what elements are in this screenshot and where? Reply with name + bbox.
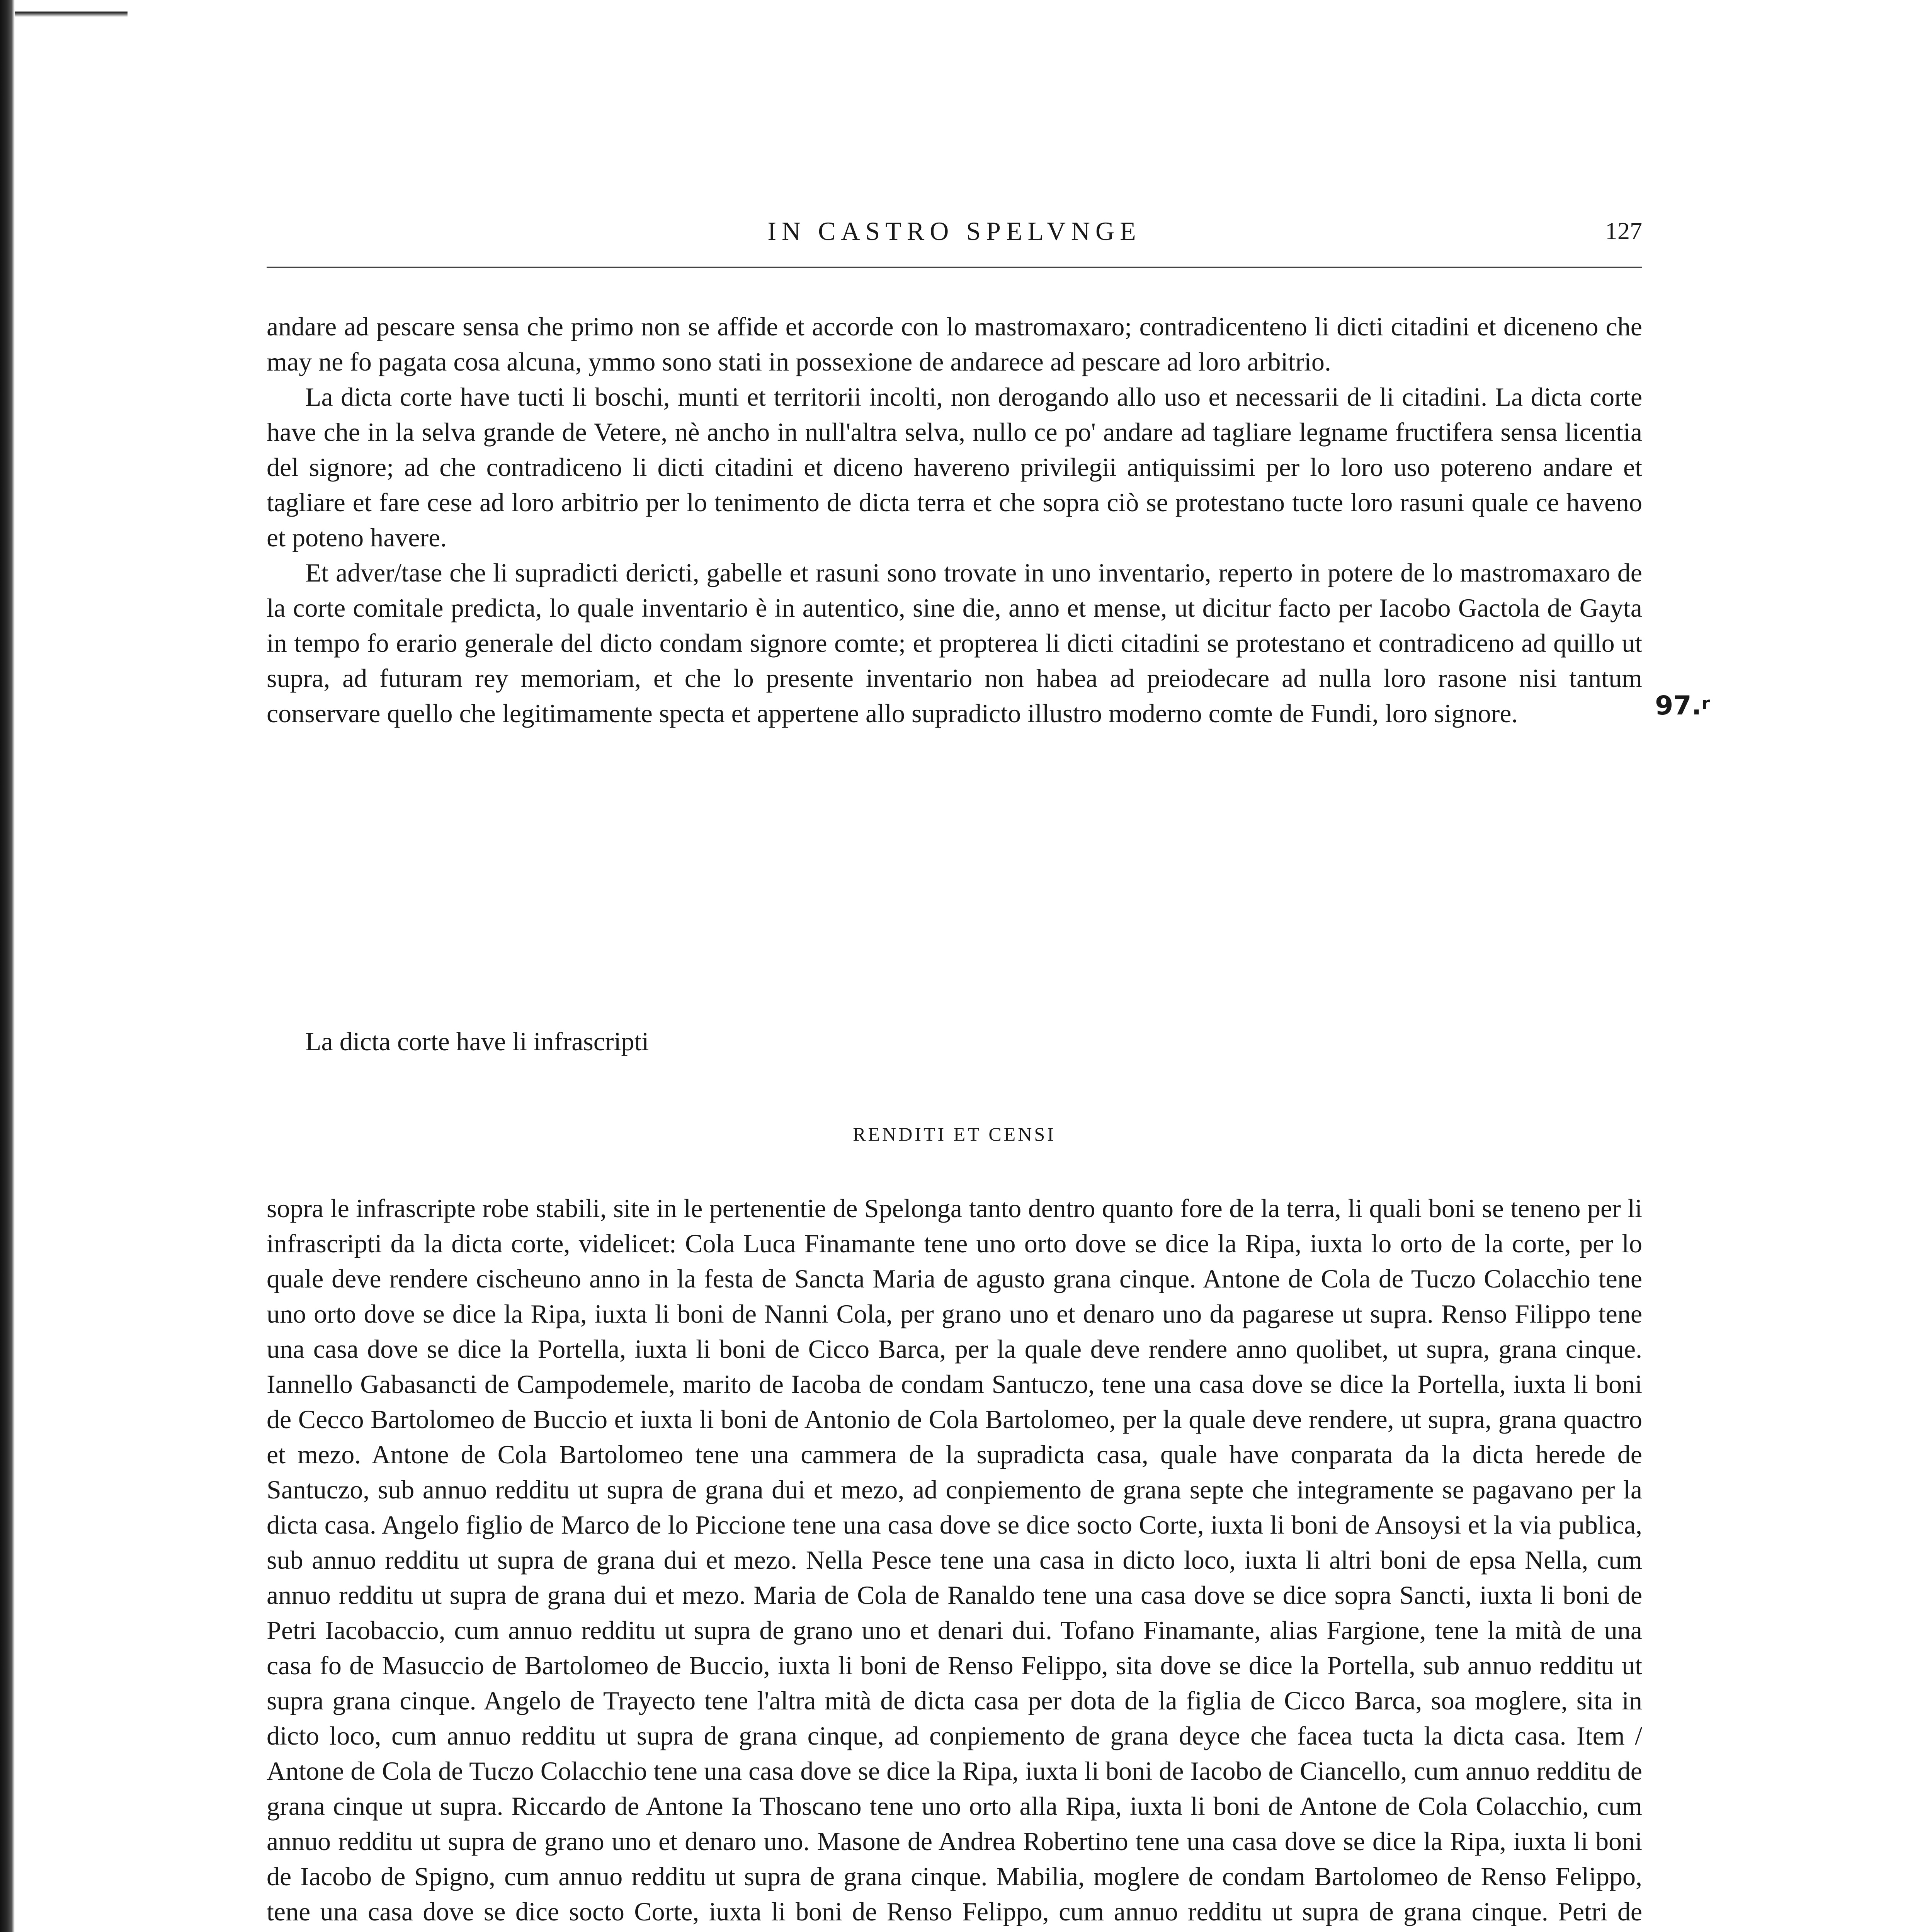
running-title: IN CASTRO SPELVNGE (767, 216, 1141, 246)
text-block-1 (267, 309, 1642, 731)
folio-marker-97r (1655, 686, 1710, 723)
text-block-2 (267, 1191, 1642, 1932)
folio-side: r (1701, 694, 1710, 713)
running-header (267, 212, 1642, 254)
paragraph-3: Et adver/tase che li supradicti dericti, gabelle et rasuni sono trovate in uno inventario, reperto in potere de lo mastromaxaro de la corte comitale predicta, lo quale inventario è in autentico, sine die, anno et mense, ut dicitur facto per Iacobo Gactola de Gayta in tempo fo erario generale del dicto condam signore comte; et propterea li dicti citadini se protestano et contradiceno ad quillo ut supra, ad futuram rey memoriam, et che lo presente inventario non habea ad preiodecare ad nulla loro rasone nisi tantum conservare quello che legitimamente specta et appertene allo supradicto illustro moderno comte de Fundi, loro signore. (267, 558, 1642, 728)
page-binding-edge (0, 0, 15, 1932)
paragraph-1: andare ad pescare sensa che primo non se affide et accorde con lo mastromaxaro; contradicenteno li dicti citadini et diceneno che may ne fo pagata cosa alcuna, ymmo sono stati in possexione de andarece ad pescare ad loro arbitrio. (267, 312, 1642, 376)
header-rule (267, 267, 1642, 268)
intro-line: La dicta corte have li infrascripti (305, 1027, 649, 1056)
section-heading: RENDITI ET CENSI (853, 1123, 1056, 1145)
page-number: 127 (1605, 217, 1642, 245)
page-edge-top (0, 0, 128, 23)
folio-number: 97. (1655, 690, 1702, 721)
paragraph-4: sopra le infrascripte robe stabili, site in le pertenentie de Spelonga tanto dentro quanto fore de la terra, li quali boni se teneno per li infrascripti da la dicta corte, videlicet: Cola Luca Finamante tene uno orto dove se dice la Ripa, iuxta lo orto de la corte, per lo quale deve rendere cischeuno anno in la festa de Sancta Maria de agusto grana cinque. Antone de Cola de Tuczo Colacchio tene uno orto dove se dice la Ripa, iuxta li boni de Nanni Cola, per grano uno et denaro uno da pagarese ut supra. Renso Filippo tene una casa dove se dice la Portella, iuxta li boni de Cicco Barca, per la quale deve rendere anno quolibet, ut supra, grana cinque. Iannello Gabasancti de Campodemele, marito de Iacoba de condam Santuczo, tene una casa dove se dice la Portella, iuxta li boni de Cecco Bartolomeo de Buccio et iuxta li boni de Antonio de Cola Bartolomeo, per la quale deve rendere, ut supra, grana quactro et mezo. Antone de Cola Bartolomeo tene una cammera de la supradicta casa, quale have conparata da la dicta herede de Santuczo, sub annuo redditu ut supra de grana dui et mezo, ad conpiemento de grana septe che integramente se pagavano per la dicta casa. Angelo figlio de Marco de lo Piccione tene una casa dove se dice socto Corte, iuxta li boni de Ansoysi et la via publica, sub annuo redditu ut supra de grana dui et mezo. Nella Pesce tene una casa in dicto loco, iuxta li altri boni de epsa Nella, cum annuo redditu ut supra de grana dui et mezo. Maria de Cola de Ranaldo tene una casa dove se dice sopra Sancti, iuxta li boni de Petri Iacobaccio, cum annuo redditu ut supra de grano uno et denari dui. Tofano Finamante, alias Fargione, tene la mità de una casa fo de Masuccio de Bartolomeo de Buccio, iuxta li boni de Renso Felippo, sita dove se dice la Portella, sub annuo redditu ut supra grana cinque. Angelo de Trayecto tene l'altra mità de dicta casa per dota de la figlia de Cicco Barca, soa moglere, sita in dicto loco, cum annuo redditu ut supra de grana cinque, ad conpiemento de grana deyce che facea tucta la dicta casa. Item / Antone de Cola de Tuczo Colacchio tene una casa dove se dice la Ripa, iuxta li boni de Iacobo de Ciancello, cum annuo redditu de grana cinque ut supra. Riccardo de Antone Ia Thoscano tene uno orto alla Ripa, iuxta li boni de Antone de Cola Colacchio, cum annuo redditu ut supra de grano uno et denaro uno. Masone de Andrea Robertino tene una casa dove se dice la Ripa, iuxta li boni de Iacobo de Spigno, cum annuo redditu ut supra de grana cinque. Mabilia, moglere de condam Bartolomeo de Renso Felippo, tene una casa dove se dice socto Corte, iuxta li boni de Renso Felippo, cum annuo redditu ut supra de grana cinque. Petri de (267, 1194, 1642, 1926)
paragraph-2: La dicta corte have tucti li boschi, munti et territorii incolti, non derogando allo uso et necessarii de li citadini. La dicta corte have che in la selva grande de Vetere, nè ancho in null'altra selva, nullo ce po' andare ad tagliare legname fructifera sensa licentia del signore; ad che contradiceno li dicti citadini et diceno havereno privilegii antiquissimi per lo loro uso potereno andare et tagliare et fare cese ad loro arbitrio per lo tenimento de dicta terra et che sopra ciò se protestano tucte loro rasuni quale ce haveno et poteno havere. (267, 382, 1642, 552)
